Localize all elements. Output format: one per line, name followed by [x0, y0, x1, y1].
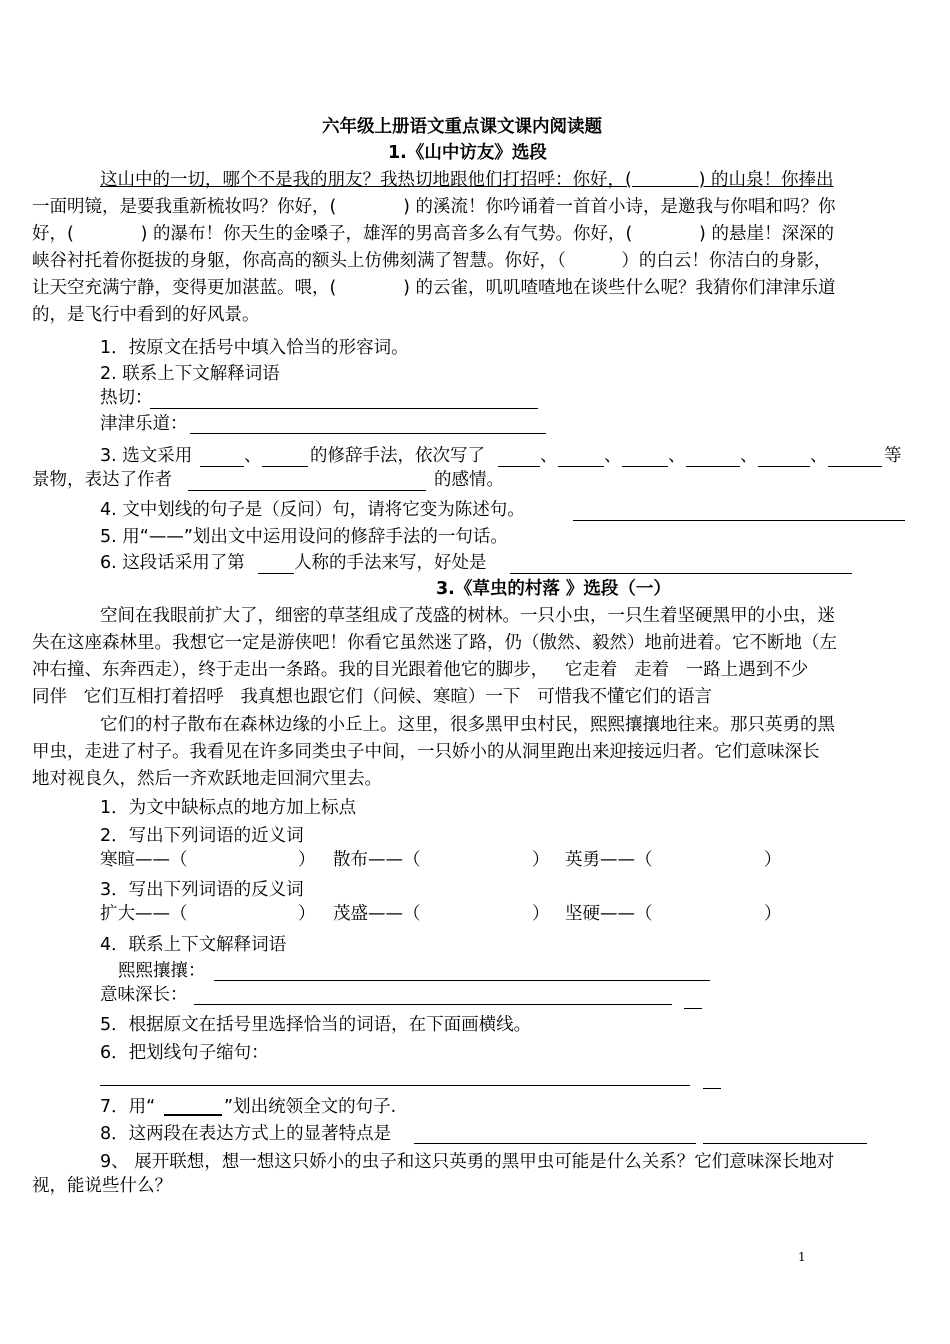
s1-q2a-answer-line[interactable]	[150, 408, 538, 409]
s1-q3-blank-7[interactable]	[758, 466, 810, 467]
s1-q3-blank-6[interactable]	[686, 466, 740, 467]
s3-q8: 8．这两段在表达方式上的显著特点是	[100, 1124, 392, 1144]
s1-q3-sep-5: 、	[740, 446, 758, 466]
s3-q7-sample-line	[164, 1114, 222, 1116]
s1-q6-answer-line[interactable]	[510, 573, 852, 574]
s3-q4b-label: 意味深长：	[100, 985, 188, 1005]
s1-q3-blank-1[interactable]	[200, 466, 244, 467]
s3-para1-line-4: 同伴 它们互相打着招呼 我真想也跟它们（问候、寒暄）一下 可惜我不懂它们的语言	[32, 687, 713, 707]
s1-q2a-label: 热切：	[100, 388, 153, 408]
s1-q4: 4. 文中划线的句子是（反问）句，请将它变为陈述句。	[100, 500, 525, 520]
s1-q2b-label: 津津乐道：	[100, 414, 188, 434]
s3-q4a-label: 熙熙攘攘：	[118, 961, 206, 981]
s1-q3-line2-end: 的感情。	[434, 470, 504, 490]
s1-para-line-5: 让天空充满宁静，变得更加湛蓝。喂，( ) 的云雀，叽叽喳喳地在谈些什么呢？我猜你们津津乐道	[32, 278, 836, 298]
s3-q9-line-1: 9、 展开联想，想一想这只娇小的虫子和这只英勇的黑甲虫可能是什么关系？它们意味深长地对	[100, 1152, 835, 1172]
s3-para2-line-3: 地对视良久，然后一齐欢跃地走回洞穴里去。	[32, 769, 382, 789]
s1-q3-blank-3[interactable]	[498, 466, 540, 467]
s1-q3-end: 等	[884, 446, 902, 466]
s3-q3-close-1[interactable]: ）	[298, 904, 316, 924]
s1-q3-sep-3: 、	[604, 446, 622, 466]
s1-q3-line2: 景物，表达了作者	[32, 470, 172, 490]
s3-q5: 5．根据原文在括号里选择恰当的词语，在下面画横线。	[100, 1015, 532, 1035]
s3-q2-close-2[interactable]: ）	[532, 850, 550, 870]
s1-q6-end: 人称的手法来写，好处是	[294, 553, 487, 573]
s1-q2b-answer-line[interactable]	[190, 433, 546, 434]
s3-para1-line-3: 冲右撞、东奔西走），终于走出一条路。我的目光跟着他它的脚步， 它走着 走着 一路上遇到不少	[32, 660, 809, 680]
s3-q2-word-1: 寒暄——（	[100, 850, 188, 870]
s3-q3-word-3: 坚硬——（	[565, 904, 653, 924]
s1-q3-mid: 的修辞手法，依次写了	[310, 446, 485, 466]
s1-q3-sep-2: 、	[540, 446, 558, 466]
s1-q3-blank-8[interactable]	[828, 466, 882, 467]
s3-q2-close-3[interactable]: ）	[764, 850, 782, 870]
page-number: 1	[798, 1250, 806, 1264]
s3-q2-word-2: 散布——（	[333, 850, 421, 870]
s3-q3-close-3[interactable]: ）	[764, 904, 782, 924]
s1-q3-blank-4[interactable]	[558, 466, 604, 467]
s3-q3: 3．写出下列词语的反义词	[100, 880, 304, 900]
s3-para2-line-1: 它们的村子散布在森林边缘的小丘上。这里，很多黑甲虫村民，熙熙攘攘地往来。那只英勇的黑	[100, 715, 835, 735]
s3-q2: 2．写出下列词语的近义词	[100, 826, 304, 846]
s1-q6-person-blank[interactable]	[258, 573, 294, 574]
s1-q1: 1．按原文在括号中填入恰当的形容词。	[100, 338, 409, 358]
s3-q2-close-1[interactable]: ）	[298, 850, 316, 870]
s1-q4-answer-line[interactable]	[573, 520, 905, 521]
s1-para-line-1: 这山中的一切，哪个不是我的朋友？我热切地跟他们打招呼：你好，( ) 的山泉！你捧出	[100, 170, 834, 190]
s1-para-line-3: 好，( ) 的瀑布！你天生的金嗓子，雄浑的男高音多么有气势。你好，( ) 的悬崖！深深的	[32, 224, 834, 244]
s3-para2-line-2: 甲虫，走进了村子。我看见在许多同类虫子中间，一只娇小的从洞里跑出来迎接远归者。它们意味深长	[32, 742, 820, 762]
s1-q3-blank-2[interactable]	[262, 466, 308, 467]
s1-q6: 6. 这段话采用了第	[100, 553, 245, 573]
s3-q6-answer-line-tail	[703, 1088, 721, 1089]
s1-q3-sep-6: 、	[810, 446, 828, 466]
page-title: 六年级上册语文重点课文课内阅读题	[322, 117, 602, 137]
s3-q4: 4．联系上下文解释词语	[100, 935, 287, 955]
s3-q9-line-2: 视，能说些什么？	[32, 1176, 172, 1196]
s3-q3-word-1: 扩大——（	[100, 904, 188, 924]
s3-q8-answer-line-2[interactable]	[703, 1143, 867, 1144]
s3-para1-line-1: 空间在我眼前扩大了，细密的草茎组成了茂盛的树林。一只小虫，一只生着坚硬黑甲的小虫，迷	[100, 606, 835, 626]
s1-q2: 2. 联系上下文解释词语	[100, 364, 280, 384]
s3-q3-word-2: 茂盛——（	[333, 904, 421, 924]
s3-para1-line-2: 失在这座森林里。我想它一定是游侠吧！你看它虽然迷了路，仍（傲然、毅然）地前进着。它不断地（左	[32, 633, 837, 653]
s1-para-line-2: 一面明镜，是要我重新梳妆吗？你好，( ) 的溪流！你吟诵着一首首小诗，是邀我与你唱和吗？你	[32, 197, 836, 217]
s3-q3-close-2[interactable]: ）	[532, 904, 550, 924]
s1-q3-sep-4: 、	[668, 446, 686, 466]
s1-q3-sep-1: 、	[244, 446, 262, 466]
s1-q3-blank-5[interactable]	[622, 466, 668, 467]
s3-q7-end: ”划出统领全文的句子.	[224, 1097, 397, 1117]
s1-q3-feeling-line[interactable]	[188, 490, 426, 491]
s3-q6: 6．把划线句子缩句：	[100, 1043, 269, 1063]
s3-q4b-answer-line-tail	[684, 1008, 702, 1009]
s1-para-line-6: 的，是飞行中看到的好风景。	[32, 305, 260, 325]
s3-q1: 1．为文中缺标点的地方加上标点	[100, 798, 357, 818]
s3-q2-word-3: 英勇——（	[565, 850, 653, 870]
s3-q6-answer-line[interactable]	[100, 1085, 690, 1086]
section3-heading: 3.《草虫的村落 》选段（一）	[436, 579, 671, 599]
s3-q7-start: 7．用“	[100, 1097, 156, 1117]
s3-q4b-answer-line[interactable]	[194, 1004, 672, 1005]
s3-q4a-answer-line[interactable]	[214, 980, 710, 981]
s3-q8-answer-line-1[interactable]	[414, 1143, 696, 1144]
s1-para-line-4: 峡谷衬托着你挺拔的身躯，你高高的额头上仿佛刻满了智慧。你好，（ ）的白云！你洁白的身影，	[32, 251, 832, 271]
section1-heading: 1.《山中访友》选段	[388, 143, 547, 163]
s1-q5: 5. 用“——”划出文中运用设问的修辞手法的一句话。	[100, 527, 508, 547]
s1-q3-lead: 3. 选文采用	[100, 446, 193, 466]
